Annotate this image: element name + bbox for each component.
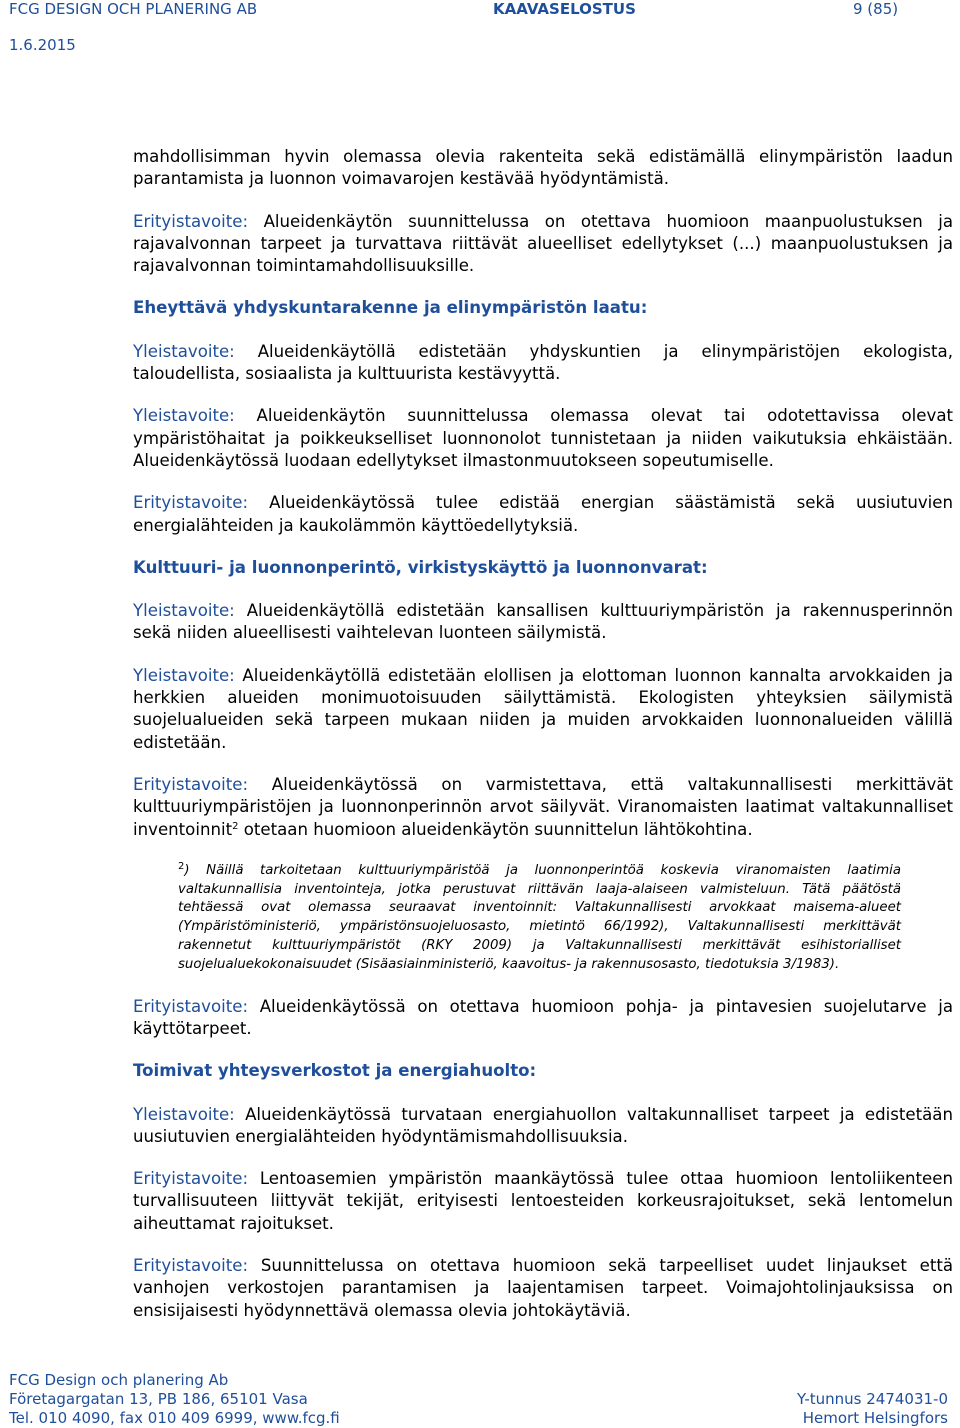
goal-label: Erityistavoite:	[133, 1169, 249, 1189]
footer-business-id: Y-tunnus 2474031-0	[796, 1390, 948, 1408]
paragraph: Erityistavoite: Alueidenkäytössä on otettava huomioon pohja- ja pintavesien suojelutarve ja käyttötarpeet.	[133, 996, 953, 1038]
header-date: 1.6.2015	[9, 36, 76, 54]
goal-label: Yleistavoite:	[133, 665, 235, 685]
paragraph: Yleistavoite: Alueidenkäytöllä edistetään kansallisen kulttuuriympäristön ja rakennusperinnön sekä niiden alueellisesti vaihtelevan luonteen säilymistä.	[133, 601, 953, 643]
goal-label: Erityistavoite:	[133, 211, 249, 231]
footnote: $^2$) Näillä tarkoitetaan kulttuuriympäristöä ja luonnonperintöä koskevia viranomaisten laatimia valtakunnallisia inventointeja, jotka perustuvat riittävän laaja-alaiseen valmisteluun. Tätä päätöstä tehtäessä ovat olemassa seuraavat inventoinnit: Valtakunnallisesti arvokkaat maisema-alueet (Ympäristöministeriö, ympäristönsuojeluosasto, mietintö 66/1992), Valtakunnallisesti merkittävät rakennetut kulttuuriympäristöt (RKY 2009) ja Valtakunnallisesti merkittävät esihistorialliset suojelualuekokonaisuudet (Sisäasiainministeriö, kaavoitus- ja rakennusosasto, tiedotuksia 3/1983).	[178, 860, 901, 972]
goal-label: Erityistavoite:	[133, 1255, 249, 1275]
paragraph: Yleistavoite: Alueidenkäytöllä edistetään yhdyskuntien ja elinympäristöjen ekologista, taloudellista, sosiaalista ja kulttuurista kestävyyttä.	[133, 341, 953, 384]
goal-label: Erityistavoite:	[133, 996, 249, 1016]
paragraph: Erityistavoite: Alueidenkäytössä on varmistettava, että valtakunnallisesti merkittävät kulttuuriympäristöjen ja luonnonperinnön arvot säilyvät. Viranomaisten laatimat valtakunnalliset inventoinnit$^2$ otetaan huomioon alueidenkäytön suunnittelun lähtökohtina.	[133, 774, 953, 839]
header-page-number: 9 (85)	[853, 0, 899, 18]
header-company: FCG DESIGN OCH PLANERING AB	[9, 0, 258, 18]
header-doc-title: KAAVASELOSTUS	[493, 0, 636, 18]
section-heading: Toimivat yhteysverkostot ja energiahuolto:	[133, 1061, 537, 1081]
goal-label: Yleistavoite:	[133, 1104, 235, 1124]
goal-label: Yleistavoite:	[133, 406, 235, 426]
footer-domicile: Hemort Helsingfors	[802, 1409, 948, 1427]
goal-label: Erityistavoite:	[133, 493, 249, 513]
paragraph: Yleistavoite: Alueidenkäytöllä edistetään elollisen ja elottoman luonnon kannalta arvokkaiden ja herkkien alueiden monimuotoisuuden säilyttämistä. Ekologisten yhteyksien säilymistä suojelualueiden sekä tarpeen mukaan niiden ja muiden arvokkaiden luonnonalueiden välillä edistetään.	[133, 665, 953, 752]
footer-contact: Tel. 010 4090, fax 010 409 6999, www.fcg.fi	[9, 1409, 340, 1427]
paragraph: Erityistavoite: Suunnittelussa on otettava huomioon sekä tarpeelliset uudet linjaukset että vanhojen verkostojen parantamisen ja laajentamisen tarpeet. Voimajohtolinjauksissa on ensisijaisesti hyödynnettävä olemassa olevia johtokäytäviä.	[133, 1255, 953, 1320]
goal-label: Erityistavoite:	[133, 774, 249, 794]
paragraph: Erityistavoite: Alueidenkäytössä tulee edistää energian säästämistä sekä uusiutuvien energialähteiden ja kaukolämmön käyttöedellytyksiä.	[133, 493, 953, 535]
footer-company: FCG Design och planering Ab	[9, 1371, 229, 1389]
paragraph: mahdollisimman hyvin olemassa olevia rakenteita sekä edistämällä elinympäristön laadun parantamista ja luonnon voimavarojen kestävää hyödyntämistä.	[133, 147, 953, 189]
paragraph: Erityistavoite: Alueidenkäytön suunnittelussa on otettava huomioon maanpuolustuksen ja rajavalvonnan tarpeet ja turvattava riittävät alueelliset edellytykset (...) maanpuolustuksen ja rajavalvonnan toimintamahdollisuuksille.	[133, 211, 953, 276]
footer-address: Företagargatan 13, PB 186, 65101 Vasa	[9, 1390, 308, 1408]
goal-label: Yleistavoite:	[133, 341, 235, 361]
footnote-ref: 2	[232, 820, 239, 832]
section-heading: Eheyttävä yhdyskuntarakenne ja elinympäristön laatu:	[133, 298, 648, 318]
document-body	[133, 146, 953, 1322]
paragraph: Yleistavoite: Alueidenkäytön suunnittelussa olemassa olevat tai odotettavissa olevat ympäristöhaitat ja poikkeukselliset luonnonolot tunnistetaan ja niiden vaikutuksia ehkäistään. Alueidenkäytössä luodaan edellytykset ilmastonmuutokseen sopeutumiselle.	[133, 406, 953, 470]
section-heading: Kulttuuri- ja luonnonperintö, virkistyskäyttö ja luonnonvarat:	[133, 557, 708, 577]
paragraph: Erityistavoite: Lentoasemien ympäristön maankäytössä tulee ottaa huomioon lentoliikenteen turvallisuuteen liittyvät tekijät, erityisesti lentoesteiden korkeusrajoitukset, sekä lentomelun aiheuttamat rajoitukset.	[133, 1169, 953, 1233]
goal-label: Yleistavoite:	[133, 601, 235, 621]
paragraph: Yleistavoite: Alueidenkäytössä turvataan energiahuollon valtakunnalliset tarpeet ja edistetään uusiutuvien energialähteiden hyödyntämismahdollisuuksia.	[133, 1104, 953, 1146]
footnote-number: 2	[178, 860, 185, 872]
